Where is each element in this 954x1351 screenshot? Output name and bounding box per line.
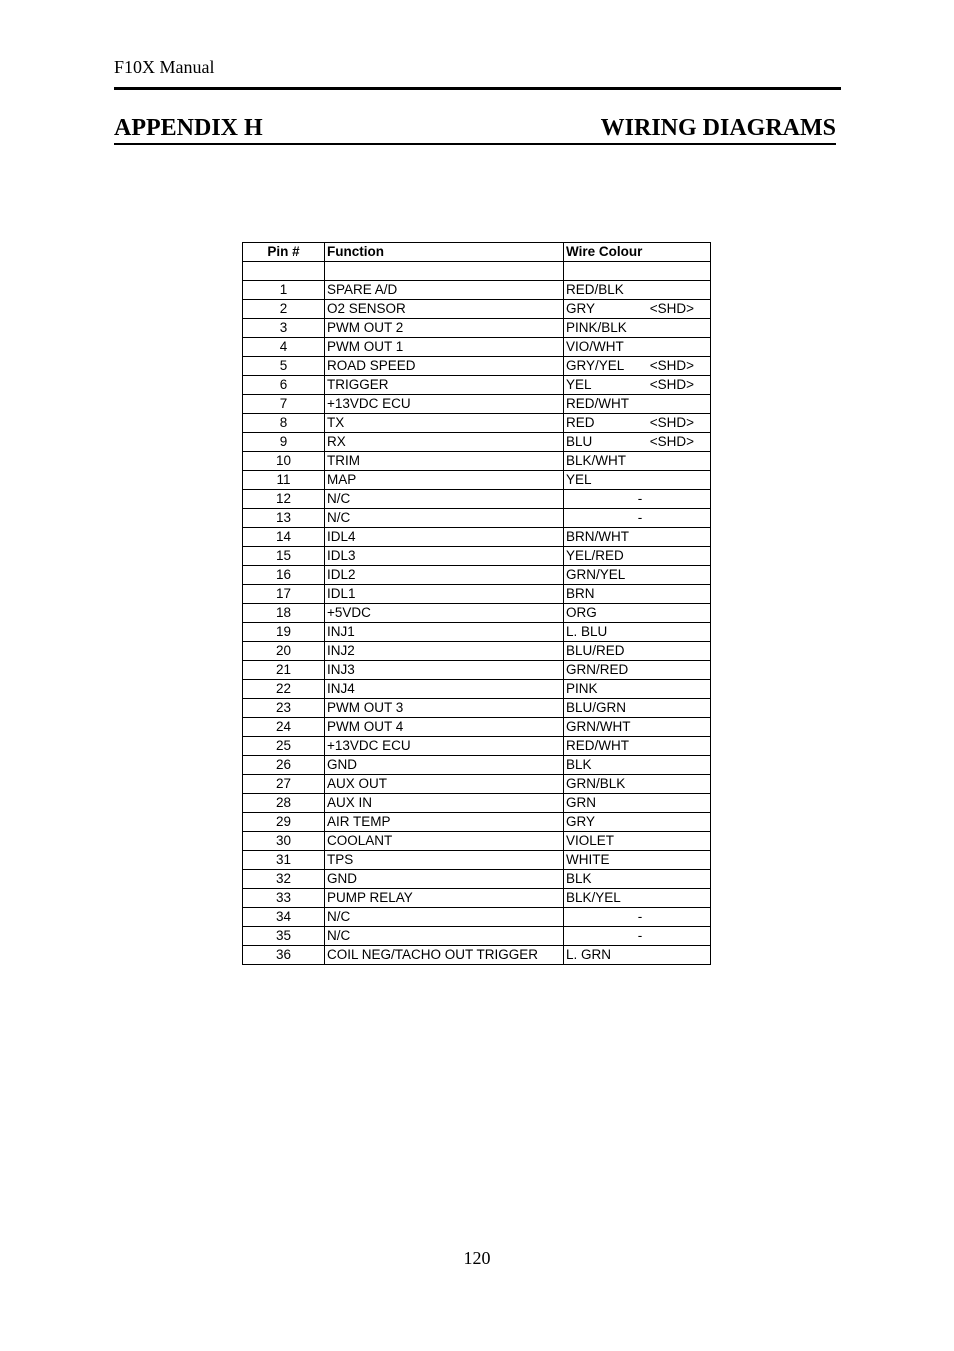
wire-colour-value: YEL/RED (566, 548, 624, 563)
table-row (243, 642, 711, 661)
function-cell: N/C (325, 927, 564, 946)
function-cell: PWM OUT 3 (325, 699, 564, 718)
pin-number-cell: 8 (243, 414, 325, 433)
function-cell: SPARE A/D (325, 281, 564, 300)
table-row (243, 737, 711, 756)
wire-colour-cell (564, 490, 711, 509)
function-cell: AUX OUT (325, 775, 564, 794)
function-cell: +13VDC ECU (325, 737, 564, 756)
table-row (243, 946, 711, 965)
function-cell: RX (325, 433, 564, 452)
wire-colour-cell (564, 642, 711, 661)
wire-colour-cell (564, 794, 711, 813)
wire-colour-value: GRN/YEL (566, 567, 626, 582)
pin-number-cell: 36 (243, 946, 325, 965)
pin-number-cell: 24 (243, 718, 325, 737)
pin-number-cell: 18 (243, 604, 325, 623)
table-spacer-row (243, 262, 711, 281)
pin-number-cell: 21 (243, 661, 325, 680)
table-row (243, 832, 711, 851)
table-row (243, 414, 711, 433)
wire-colour-cell (564, 661, 711, 680)
wire-colour-value: BLK/WHT (566, 453, 627, 468)
wire-colour-cell (564, 718, 711, 737)
wire-colour-value: BLU/RED (566, 643, 625, 658)
table-row (243, 547, 711, 566)
table-row (243, 775, 711, 794)
shield-marker: <SHD> (649, 301, 694, 316)
table-row (243, 395, 711, 414)
wire-colour-value: BLK (566, 871, 592, 886)
function-cell: INJ2 (325, 642, 564, 661)
table-row (243, 509, 711, 528)
table-row (243, 718, 711, 737)
pin-number-cell: 11 (243, 471, 325, 490)
function-cell: COOLANT (325, 832, 564, 851)
wire-colour-cell (564, 281, 711, 300)
wire-colour-value: L. GRN (566, 947, 612, 962)
running-header: F10X Manual (114, 57, 215, 77)
pin-number-cell: 1 (243, 281, 325, 300)
wire-colour-value: WHITE (566, 852, 610, 867)
pin-number-cell: 10 (243, 452, 325, 471)
pin-number-cell: 16 (243, 566, 325, 585)
function-cell: IDL3 (325, 547, 564, 566)
wire-colour-value: VIOLET (566, 833, 615, 848)
table-row (243, 889, 711, 908)
pin-number-cell: 7 (243, 395, 325, 414)
wire-colour-cell (564, 300, 711, 319)
function-cell: MAP (325, 471, 564, 490)
wire-colour-value: GRY (566, 814, 596, 829)
header-rule (114, 87, 841, 90)
wire-colour-cell (564, 452, 711, 471)
function-cell: PWM OUT 1 (325, 338, 564, 357)
wire-colour-value: L. BLU (566, 624, 608, 639)
column-header-wire-colour: Wire Colour (564, 243, 711, 262)
function-cell: N/C (325, 490, 564, 509)
table-row (243, 870, 711, 889)
wire-colour-value: GRY/YEL (566, 358, 625, 373)
table-row (243, 699, 711, 718)
table-row (243, 319, 711, 338)
table-row (243, 604, 711, 623)
table-row (243, 376, 711, 395)
pin-number-cell: 19 (243, 623, 325, 642)
table-row (243, 338, 711, 357)
wire-colour-cell (564, 471, 711, 490)
function-cell: COIL NEG/TACHO OUT TRIGGER (325, 946, 564, 965)
table-row (243, 528, 711, 547)
wire-colour-dash: - (637, 909, 643, 924)
wire-colour-cell (564, 813, 711, 832)
table-row (243, 794, 711, 813)
wire-colour-value: GRY (566, 301, 596, 316)
wire-colour-value: RED (566, 415, 595, 430)
pin-number-cell: 29 (243, 813, 325, 832)
wire-colour-dash: - (637, 510, 643, 525)
table-row (243, 851, 711, 870)
table-row (243, 471, 711, 490)
wire-colour-cell (564, 585, 711, 604)
pin-number-cell: 35 (243, 927, 325, 946)
table-row (243, 585, 711, 604)
wire-colour-value: VIO/WHT (566, 339, 624, 354)
pin-number-cell: 17 (243, 585, 325, 604)
table-body (243, 262, 711, 965)
pin-number-cell: 4 (243, 338, 325, 357)
table-row (243, 813, 711, 832)
table-row (243, 490, 711, 509)
shield-marker: <SHD> (649, 415, 694, 430)
wire-colour-value: RED/WHT (566, 396, 629, 411)
function-cell: TPS (325, 851, 564, 870)
table-row (243, 661, 711, 680)
table-row (243, 927, 711, 946)
wire-colour-cell (564, 775, 711, 794)
wire-colour-dash: - (637, 491, 643, 506)
wire-colour-cell (564, 946, 711, 965)
column-header-function: Function (325, 243, 564, 262)
appendix-heading (114, 113, 836, 145)
table-row (243, 680, 711, 699)
wire-colour-cell (564, 737, 711, 756)
table-row (243, 452, 711, 471)
function-cell: O2 SENSOR (325, 300, 564, 319)
pin-number-cell: 25 (243, 737, 325, 756)
table-row (243, 433, 711, 452)
wire-colour-value: PINK/BLK (566, 320, 627, 335)
wire-colour-cell (564, 680, 711, 699)
shield-marker: <SHD> (649, 434, 694, 449)
wire-colour-value: PINK (566, 681, 598, 696)
wire-colour-cell (564, 414, 711, 433)
wire-colour-cell (564, 927, 711, 946)
function-cell: N/C (325, 908, 564, 927)
wire-colour-value: GRN/WHT (566, 719, 631, 734)
function-cell: N/C (325, 509, 564, 528)
table-row (243, 300, 711, 319)
function-cell: IDL4 (325, 528, 564, 547)
function-cell: INJ1 (325, 623, 564, 642)
table-cell (564, 262, 711, 281)
wire-colour-cell (564, 566, 711, 585)
pin-number-cell: 34 (243, 908, 325, 927)
appendix-title: WIRING DIAGRAMS (600, 115, 836, 141)
table-row (243, 756, 711, 775)
function-cell: INJ3 (325, 661, 564, 680)
pin-number-cell: 22 (243, 680, 325, 699)
function-cell: PUMP RELAY (325, 889, 564, 908)
wire-colour-value: RED/WHT (566, 738, 629, 753)
wire-colour-value: YEL (566, 472, 592, 487)
function-cell: TX (325, 414, 564, 433)
wire-colour-value: BLU/GRN (566, 700, 627, 715)
wire-colour-value: ORG (566, 605, 597, 620)
pin-number-cell: 26 (243, 756, 325, 775)
function-cell: TRIGGER (325, 376, 564, 395)
wire-colour-cell (564, 756, 711, 775)
pin-number-cell: 5 (243, 357, 325, 376)
pin-number-cell: 32 (243, 870, 325, 889)
wire-colour-value: GRN/BLK (566, 776, 626, 791)
table-row (243, 623, 711, 642)
pin-number-cell: 3 (243, 319, 325, 338)
wire-colour-cell (564, 870, 711, 889)
wire-colour-cell (564, 338, 711, 357)
function-cell: TRIM (325, 452, 564, 471)
table-row (243, 357, 711, 376)
wire-colour-value: BRN/WHT (566, 529, 629, 544)
table-row (243, 281, 711, 300)
wire-colour-cell (564, 319, 711, 338)
pin-number-cell: 33 (243, 889, 325, 908)
wire-colour-cell (564, 604, 711, 623)
wire-colour-value: BLU (566, 434, 593, 449)
column-header-pin: Pin # (243, 243, 325, 262)
pin-number-cell: 20 (243, 642, 325, 661)
wire-colour-cell (564, 623, 711, 642)
pin-number-cell: 12 (243, 490, 325, 509)
wire-colour-value: GRN (566, 795, 596, 810)
wire-colour-cell (564, 433, 711, 452)
wire-colour-cell (564, 908, 711, 927)
pin-number-cell: 23 (243, 699, 325, 718)
wire-colour-cell (564, 357, 711, 376)
wire-colour-dash: - (637, 928, 643, 943)
pin-number-cell: 15 (243, 547, 325, 566)
function-cell: IDL1 (325, 585, 564, 604)
function-cell: AIR TEMP (325, 813, 564, 832)
function-cell: +13VDC ECU (325, 395, 564, 414)
table-row (243, 566, 711, 585)
wire-colour-cell (564, 851, 711, 870)
function-cell: IDL2 (325, 566, 564, 585)
table-row (243, 908, 711, 927)
function-cell: INJ4 (325, 680, 564, 699)
wire-colour-cell (564, 528, 711, 547)
wire-colour-value: BLK/YEL (566, 890, 621, 905)
pin-table (242, 242, 711, 965)
wire-colour-value: YEL (566, 377, 592, 392)
table-header-row (243, 243, 711, 262)
shield-marker: <SHD> (649, 358, 694, 373)
pin-number-cell: 6 (243, 376, 325, 395)
wire-colour-cell (564, 547, 711, 566)
table-cell (243, 262, 325, 281)
function-cell: +5VDC (325, 604, 564, 623)
wire-colour-value: RED/BLK (566, 282, 624, 297)
wire-colour-cell (564, 889, 711, 908)
function-cell: PWM OUT 2 (325, 319, 564, 338)
table-cell (325, 262, 564, 281)
pin-number-cell: 31 (243, 851, 325, 870)
function-cell: ROAD SPEED (325, 357, 564, 376)
function-cell: PWM OUT 4 (325, 718, 564, 737)
wire-colour-value: BRN (566, 586, 595, 601)
wire-colour-cell (564, 376, 711, 395)
wire-colour-cell (564, 699, 711, 718)
pin-number-cell: 27 (243, 775, 325, 794)
function-cell: GND (325, 870, 564, 889)
wire-colour-cell (564, 509, 711, 528)
wire-colour-cell (564, 395, 711, 414)
shield-marker: <SHD> (649, 377, 694, 392)
wire-colour-cell (564, 832, 711, 851)
appendix-label: APPENDIX H (114, 115, 263, 141)
pin-number-cell: 2 (243, 300, 325, 319)
function-cell: AUX IN (325, 794, 564, 813)
wire-colour-value: GRN/RED (566, 662, 629, 677)
pin-number-cell: 14 (243, 528, 325, 547)
pin-number-cell: 13 (243, 509, 325, 528)
page-number: 120 (463, 1248, 491, 1268)
wire-colour-value: BLK (566, 757, 592, 772)
pin-number-cell: 28 (243, 794, 325, 813)
pin-number-cell: 30 (243, 832, 325, 851)
function-cell: GND (325, 756, 564, 775)
pin-number-cell: 9 (243, 433, 325, 452)
